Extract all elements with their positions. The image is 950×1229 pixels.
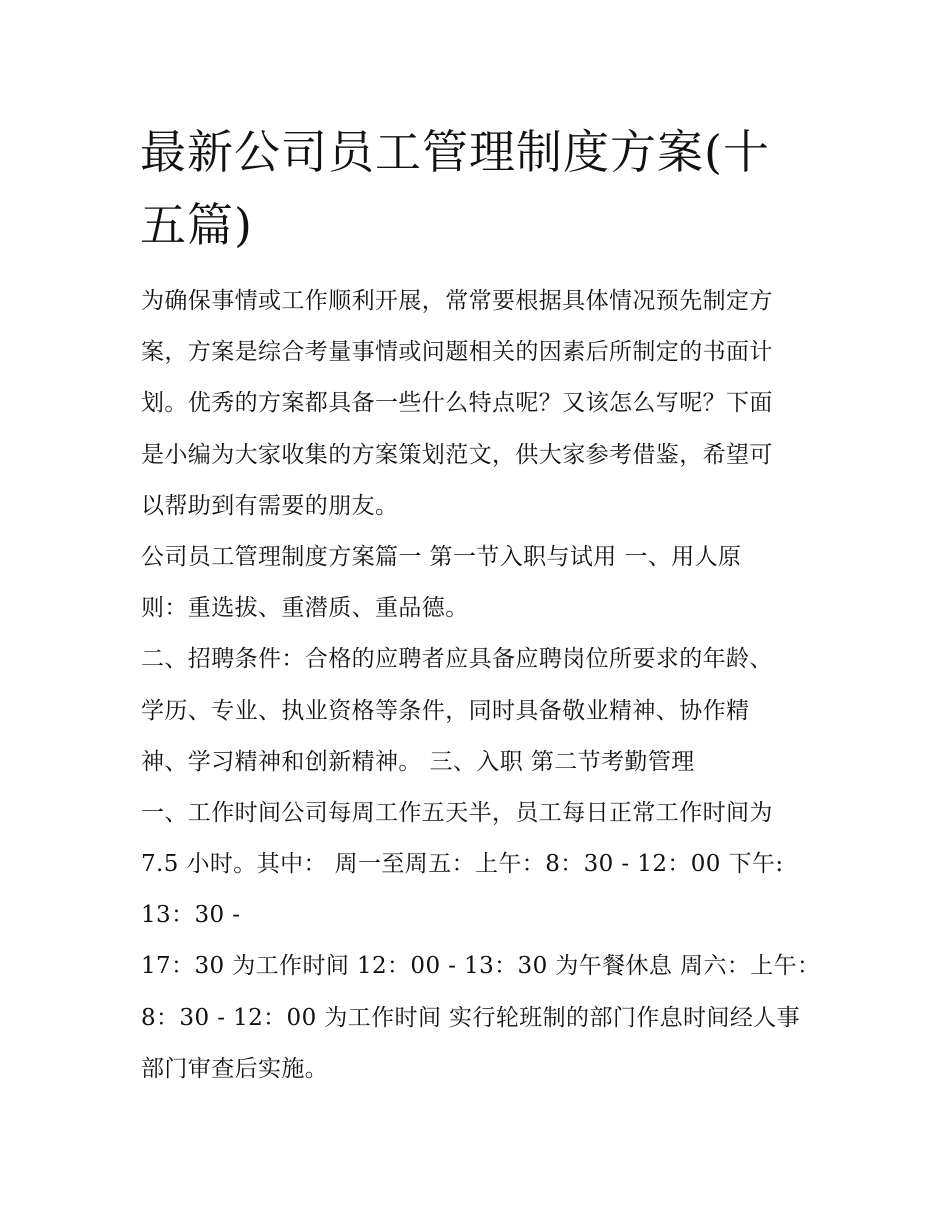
page-title [140, 116, 830, 262]
body-line: 学历、专业、执业资格等条件，同时具备敬业精神、协作精 [141, 697, 750, 724]
body-line: 案，方案是综合考量事情或问题相关的因素后所制定的书面计 [141, 339, 773, 366]
document-body [141, 280, 831, 1099]
body-line: 7.5 小时。其中： 周一至周五：上午：8：30 - 12：00 下午: [141, 851, 784, 878]
body-line: 二、招聘条件：合格的应聘者应具备应聘岗位所要求的年龄、 [141, 646, 773, 673]
body-line: 则：重选拔、重潜质、重品德。 [141, 595, 469, 622]
body-line: 划。优秀的方案都具备一些什么特点呢？又该怎么写呢？下面 [141, 390, 773, 417]
body-line: 公司员工管理制度方案篇一 第一节入职与试用 一、用人原 [141, 543, 742, 570]
title-line: 最新公司员工管理制度方案(十 [140, 125, 770, 179]
body-line: 一、工作时间公司每周工作五天半，员工每日正常工作时间为 [141, 799, 773, 826]
body-line: 为确保事情或工作顺利开展，常常要根据具体情况预先制定方 [141, 288, 773, 314]
body-line: 17：30 为工作时间 12：00 - 13：30 为午餐休息 周六：上午： [141, 953, 821, 980]
body-line: 神、学习精神和创新精神。 三、入职 第二节考勤管理 [141, 748, 695, 775]
body-line: 13：30 - [141, 902, 241, 929]
body-line: 部门审查后实施。 [141, 1055, 329, 1082]
body-line: 8：30 - 12：00 为工作时间 实行轮班制的部门作息时间经人事 [141, 1004, 801, 1031]
body-line: 以帮助到有需要的朋友。 [141, 492, 399, 519]
body-line: 是小编为大家收集的方案策划范文，供大家参考借鉴，希望可 [141, 441, 773, 468]
title-line: 五篇) [140, 198, 253, 252]
